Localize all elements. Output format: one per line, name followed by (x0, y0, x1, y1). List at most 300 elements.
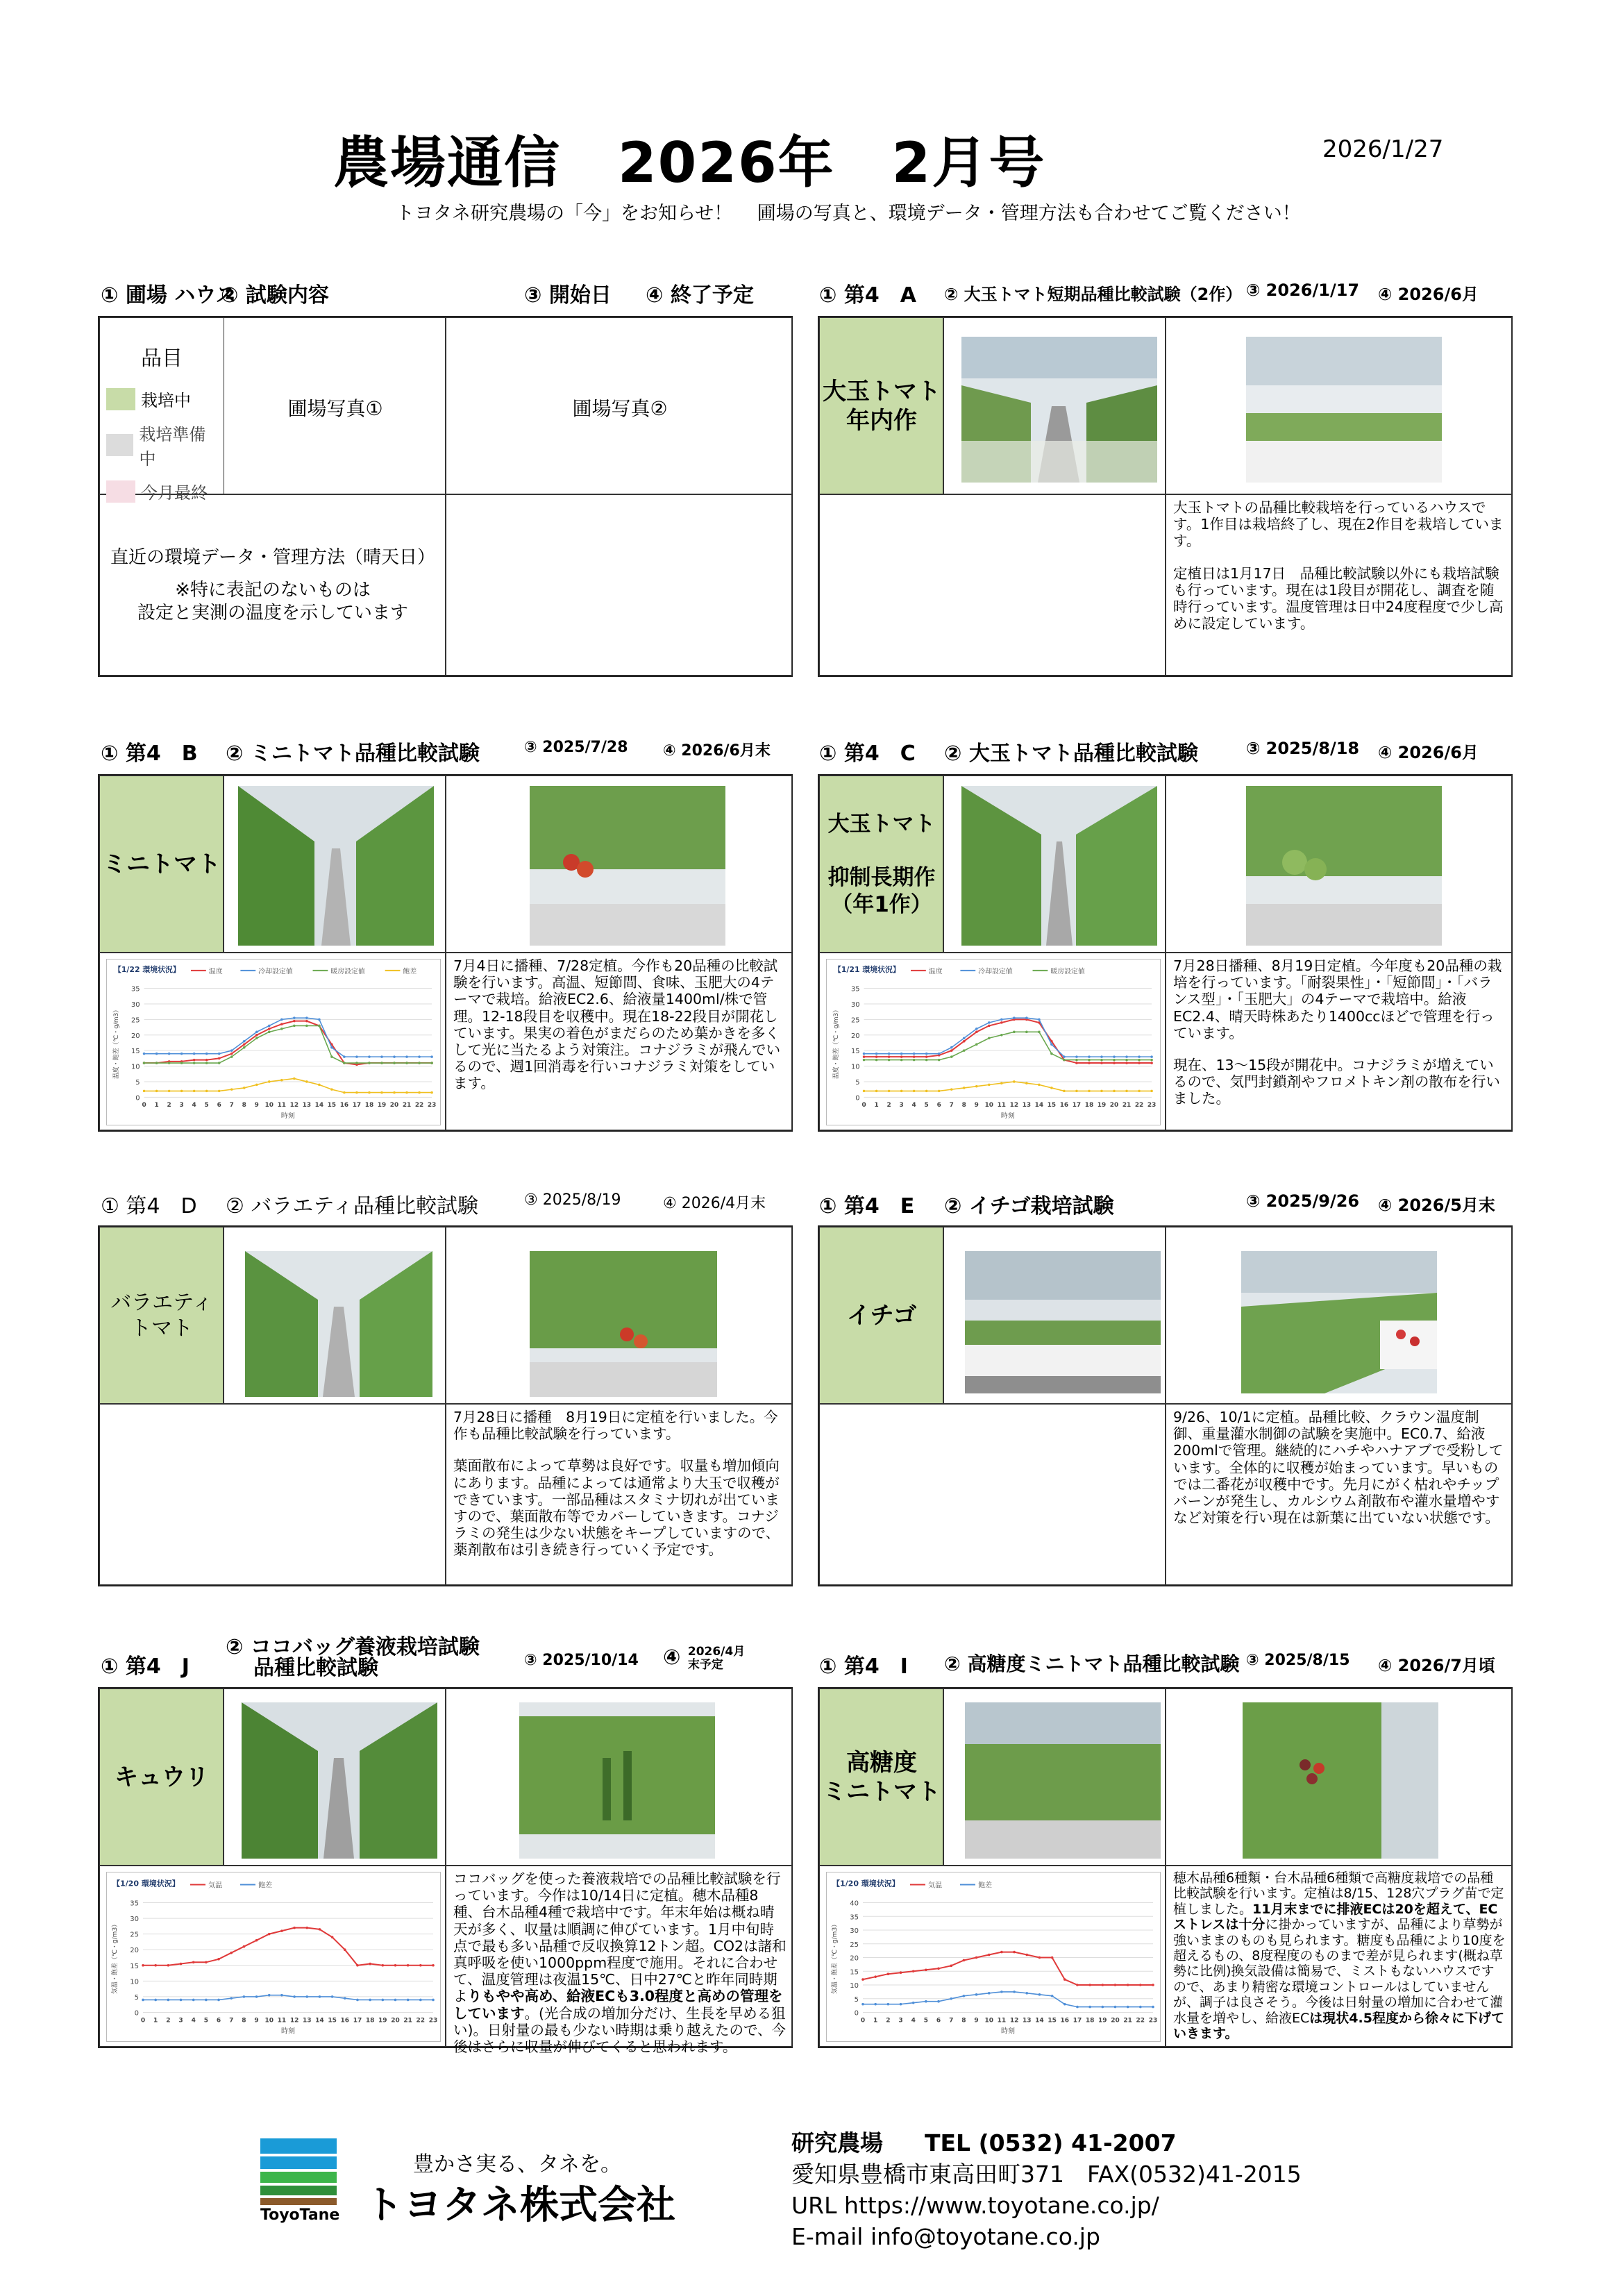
data-point (143, 1053, 146, 1055)
data-point (180, 1053, 183, 1055)
data-point (419, 1999, 422, 2002)
data-point (1051, 1956, 1054, 1959)
y-tick-label: 30 (851, 1001, 860, 1009)
data-point (1051, 1995, 1054, 1997)
section-b-house: ① 第4 B (101, 741, 198, 766)
data-point (1138, 1090, 1141, 1093)
series-line (863, 1992, 1153, 2007)
data-point (430, 1091, 433, 1094)
legend-env-line2: ※特に表記のないものは (175, 580, 371, 601)
data-point (193, 1059, 196, 1062)
x-tick-label: 18 (364, 1102, 374, 1109)
data-point (937, 2000, 940, 2003)
page-title: 農場通信 2026年 2月号 (333, 131, 1046, 195)
data-point (330, 1055, 333, 1058)
x-tick-label: 10 (984, 2017, 994, 2025)
data-point (1127, 2006, 1129, 2009)
x-tick-label: 13 (1022, 2017, 1032, 2025)
data-point (863, 1090, 866, 1093)
y-tick-label: 15 (851, 1048, 860, 1056)
x-tick-label: 9 (254, 2017, 259, 2025)
section-c-panel (818, 774, 1513, 1132)
data-point (913, 1090, 916, 1093)
legend-swatch-final (106, 480, 135, 503)
data-point (1000, 1991, 1003, 1993)
data-point (988, 1954, 991, 1956)
data-point (180, 1963, 183, 1966)
greenhouse-photo-icon (245, 1251, 432, 1397)
data-point (154, 1999, 157, 2002)
data-point (407, 1964, 410, 1967)
section-j-description: ココバッグを使った養液栽培での品種比較試験を行っています。今作は10/14日に定植。穂木品種8種、台木品種4種で栽培中です。年末年始は概ね晴天が多く、収量は順調に伸びています。1月中旬時点で最も多い品種で反収換算12トン超。CO2は諸和真呼吸を使い1000ppm程度で施用。それに合わせて、温度管理は夜温15℃、日中27℃と昨年同時期よりもやや高め、給液ECも3.0程度と高めの管理をしています。(光合成の増加分だけ、生長を早める狙い)。日射量の最も少ない時期は乗り越えたので、今後はさらに収量が伸びてくると思われます。 (453, 1870, 787, 2055)
series-line (864, 1018, 1152, 1057)
data-point (1050, 1053, 1053, 1055)
data-point (393, 1091, 396, 1094)
data-point (950, 1046, 953, 1049)
greenhouse-photo-icon (1246, 337, 1442, 483)
x-tick-label: 17 (352, 1102, 362, 1109)
x-tick-label: 14 (314, 1102, 324, 1109)
x-tick-label: 21 (1122, 1102, 1132, 1109)
data-point (1088, 2006, 1091, 2009)
data-point (874, 1975, 877, 1978)
data-point (1076, 2006, 1079, 2009)
legend-label: 温度 (928, 967, 943, 975)
section-j-chart (106, 1872, 441, 2042)
data-point (293, 1927, 296, 1929)
data-point (900, 1971, 902, 1974)
greenhouse-photo-icon (530, 786, 725, 946)
email-link[interactable]: E-mail info@toyotane.co.jp (791, 2223, 1100, 2250)
section-j-crop: キュウリ (99, 1689, 224, 1866)
greenhouse-photo-icon (519, 1702, 715, 1859)
section-i-chart (826, 1872, 1161, 2042)
data-point (305, 1016, 308, 1019)
x-tick-label: 20 (391, 2017, 400, 2025)
data-point (430, 1062, 433, 1064)
data-point (432, 1964, 435, 1967)
greenhouse-photo-icon (965, 1702, 1161, 1859)
x-tick-label: 9 (974, 1102, 979, 1109)
x-tick-label: 13 (302, 1102, 312, 1109)
data-point (255, 1034, 258, 1037)
data-point (938, 1053, 941, 1055)
series-line (143, 1928, 433, 1966)
data-point (1013, 1080, 1016, 1083)
section-c-photo-2 (1246, 786, 1442, 946)
issue-date: 2026/1/27 (1322, 135, 1444, 163)
x-tick-label: 7 (229, 1102, 234, 1109)
data-point (268, 1028, 271, 1030)
chart-title: 【1/20 環境状況】 (112, 1879, 180, 1888)
x-tick-label: 16 (1059, 1102, 1069, 1109)
section-b-photo-2 (530, 786, 725, 946)
greenhouse-photo-icon (1241, 1251, 1437, 1393)
x-tick-label: 23 (427, 1102, 437, 1109)
series-line (864, 1082, 1152, 1091)
data-point (863, 1059, 866, 1062)
x-tick-label: 22 (414, 1102, 424, 1109)
x-tick-label: 7 (949, 1102, 954, 1109)
y-tick-label: 40 (850, 1900, 859, 1908)
x-axis-label: 時刻 (280, 1112, 295, 1121)
data-point (1025, 1954, 1028, 1956)
x-tick-label: 6 (216, 2017, 221, 2025)
section-j-house: ① 第4 J (101, 1654, 190, 1679)
section-d-trial: ② バラエティ品種比較試験 (226, 1194, 479, 1218)
data-point (1100, 1062, 1103, 1064)
section-d-end: ④ 2026/4月末 (663, 1195, 766, 1212)
legend-header-trial: ② 試験内容 (221, 283, 329, 308)
data-point (193, 1053, 196, 1055)
x-tick-label: 8 (242, 1102, 246, 1109)
section-e-end: ④ 2026/5月末 (1378, 1196, 1495, 1215)
data-point (975, 1993, 978, 1996)
data-point (1063, 2003, 1066, 2006)
data-point (305, 1995, 308, 1998)
y-tick-label: 25 (131, 1016, 140, 1025)
data-point (1050, 1087, 1053, 1089)
data-point (193, 1090, 196, 1093)
data-point (1013, 1031, 1016, 1034)
data-point (1050, 1043, 1053, 1046)
y-tick-label: 0 (134, 2009, 139, 2018)
data-point (1113, 1090, 1116, 1093)
data-point (925, 1090, 928, 1093)
data-point (1150, 1055, 1153, 1058)
x-tick-label: 1 (873, 2017, 878, 2025)
data-point (393, 1055, 396, 1058)
legend-label: 気温 (208, 1882, 222, 1890)
y-tick-label: 30 (850, 1927, 859, 1935)
x-tick-label: 0 (142, 1102, 146, 1109)
data-point (950, 1997, 952, 2000)
x-tick-label: 2 (886, 2017, 891, 2025)
data-point (167, 1964, 170, 1967)
x-tick-label: 10 (264, 2017, 274, 2025)
x-tick-label: 5 (923, 2017, 929, 2025)
data-point (888, 1059, 891, 1062)
environment-chart (827, 1872, 1160, 2041)
data-point (268, 1025, 271, 1028)
x-tick-label: 8 (961, 2017, 966, 2025)
data-point (382, 1999, 385, 2002)
section-j-trial: ② ココバッグ養液栽培試験 品種比較試験 (226, 1635, 480, 1680)
x-tick-label: 3 (898, 2017, 903, 2025)
data-point (243, 1945, 246, 1948)
data-point (344, 1997, 346, 2000)
data-point (369, 1963, 371, 1966)
data-point (1075, 1062, 1078, 1064)
section-e-start: ③ 2025/9/26 (1246, 1191, 1360, 1211)
y-tick-label: 5 (854, 1995, 859, 2004)
section-e-house: ① 第4 E (819, 1194, 915, 1218)
data-point (280, 1019, 283, 1021)
data-point (1150, 1062, 1153, 1064)
x-tick-label: 15 (327, 1102, 337, 1109)
data-point (1038, 1031, 1041, 1034)
x-axis-label: 時刻 (1000, 1112, 1015, 1121)
x-tick-label: 3 (178, 2017, 183, 2025)
y-tick-label: 35 (131, 985, 140, 994)
data-point (218, 1057, 221, 1060)
data-point (900, 1090, 903, 1093)
x-tick-label: 8 (242, 2017, 246, 2025)
legend-label: 暖房設定値 (1050, 967, 1085, 975)
section-j-end: ④ 2026/4月末予定 (663, 1645, 746, 1672)
data-point (293, 1016, 296, 1019)
data-point (405, 1062, 408, 1064)
data-point (192, 1999, 195, 2002)
legend-env-line1: 直近の環境データ・管理方法（晴天日） (110, 547, 435, 568)
company-slogan: 豊かさ実る、タネを。 (413, 2152, 621, 2177)
data-point (243, 1046, 246, 1049)
data-point (863, 1053, 866, 1055)
section-b-start: ③ 2025/7/28 (524, 739, 628, 756)
x-tick-label: 16 (339, 1102, 349, 1109)
data-point (280, 1994, 283, 1997)
data-point (1000, 1951, 1003, 1954)
section-e-crop: イチゴ (819, 1227, 944, 1405)
data-point (1113, 1055, 1116, 1058)
x-tick-label: 19 (1097, 1102, 1107, 1109)
data-point (1038, 1993, 1041, 1996)
greenhouse-photo-icon (238, 786, 434, 946)
data-point (168, 1053, 171, 1055)
section-a-start: ③ 2026/1/17 (1246, 280, 1360, 300)
data-point (925, 2000, 927, 2003)
section-b-end: ④ 2026/6月末 (663, 742, 771, 760)
data-point (1013, 1016, 1016, 1019)
greenhouse-photo-icon (530, 1251, 717, 1397)
data-point (975, 1085, 978, 1088)
data-point (405, 1055, 408, 1058)
x-tick-label: 0 (861, 1102, 866, 1109)
data-point (293, 1078, 296, 1080)
data-point (243, 1087, 246, 1089)
section-i-house: ① 第4 I (819, 1654, 908, 1679)
data-point (875, 1053, 878, 1055)
legend-env-line3: 設定と実測の温度を示しています (137, 603, 408, 623)
chart-title: 【1/20 環境状況】 (832, 1879, 900, 1888)
data-point (305, 1020, 308, 1023)
x-tick-label: 2 (886, 1102, 891, 1109)
x-tick-label: 11 (277, 2017, 287, 2025)
data-point (1100, 1055, 1103, 1058)
data-point (418, 1091, 421, 1094)
x-tick-label: 20 (1109, 1102, 1119, 1109)
section-e-photo-2 (1241, 1251, 1437, 1393)
data-point (230, 1952, 233, 1954)
series-line (143, 1995, 433, 2000)
data-point (875, 1059, 878, 1062)
data-point (975, 1028, 978, 1030)
section-i-panel (818, 1687, 1513, 2048)
data-point (293, 1020, 296, 1023)
data-point (975, 1031, 978, 1034)
data-point (142, 1964, 144, 1967)
x-tick-label: 18 (365, 2017, 375, 2025)
data-point (243, 1043, 246, 1046)
data-point (305, 1080, 308, 1083)
legend-item-growing: 栽培中 (106, 387, 217, 411)
data-point (1150, 1090, 1153, 1093)
x-tick-label: 21 (403, 2017, 412, 2025)
data-point (318, 1019, 321, 1021)
x-tick-label: 19 (378, 2017, 387, 2025)
data-point (280, 1028, 283, 1030)
section-d-start: ③ 2025/8/19 (524, 1191, 621, 1209)
section-i-crop: 高糖度 ミニトマト (819, 1689, 944, 1866)
x-axis-label: 時刻 (1001, 2027, 1015, 2036)
data-point (1088, 1055, 1091, 1058)
data-point (369, 1999, 371, 2002)
section-a-end: ④ 2026/6月 (1378, 285, 1479, 304)
data-point (1025, 1031, 1028, 1034)
data-point (318, 1084, 321, 1087)
x-tick-label: 13 (1022, 1102, 1032, 1109)
section-a-panel (818, 316, 1513, 677)
data-point (217, 1958, 220, 1961)
data-point (205, 1961, 208, 1963)
section-a-photo-1 (961, 337, 1157, 483)
data-point (938, 1059, 941, 1062)
data-point (355, 1055, 358, 1058)
data-point (1114, 1984, 1117, 1986)
section-j-panel (98, 1687, 793, 2055)
y-tick-label: 25 (850, 1941, 859, 1949)
data-point (432, 1999, 435, 2002)
data-point (950, 1055, 953, 1058)
data-point (217, 1999, 220, 2002)
y-tick-label: 20 (851, 1032, 860, 1040)
data-point (1125, 1062, 1128, 1064)
data-point (230, 1053, 233, 1055)
x-tick-label: 2 (166, 2017, 171, 2025)
data-point (1038, 1956, 1041, 1959)
x-tick-label: 12 (1009, 2017, 1019, 2025)
data-point (1038, 1084, 1041, 1087)
data-point (888, 1090, 891, 1093)
data-point (154, 1964, 157, 1967)
legend-title: 品目 (141, 346, 183, 371)
y-tick-label: 15 (130, 1962, 139, 1970)
data-point (1139, 1984, 1142, 1986)
legend-panel (98, 316, 793, 677)
data-point (1075, 1090, 1078, 1093)
data-point (268, 1031, 271, 1034)
data-point (405, 1091, 408, 1094)
data-point (1000, 1082, 1003, 1084)
x-tick-label: 4 (191, 2017, 196, 2025)
data-point (1000, 1034, 1003, 1037)
section-c-end: ④ 2026/6月 (1378, 743, 1479, 762)
y-tick-label: 35 (851, 985, 860, 994)
legend-key (106, 341, 217, 513)
data-point (180, 1090, 183, 1093)
x-tick-label: 1 (153, 2017, 158, 2025)
data-point (255, 1995, 258, 1998)
data-point (1125, 1059, 1128, 1062)
data-point (1000, 1019, 1003, 1021)
section-a-description: 大玉トマトの品種比較栽培を行っているハウスです。1作目は栽培終了し、現在2作目を栽培しています。 定植日は1月17日 品種比較試験以外にも栽培試験も行っています。現在は1段目が開花し、調査を随時行っています。温度管理は日中24度程度で少し高めに設定しています。 (1173, 499, 1504, 632)
section-c-photo-1 (961, 786, 1157, 946)
x-tick-label: 15 (328, 2017, 337, 2025)
x-tick-label: 4 (911, 2017, 916, 2025)
x-tick-label: 19 (377, 1102, 387, 1109)
chart-title: 【1/22 環境状況】 (113, 964, 180, 974)
data-point (380, 1091, 383, 1094)
data-point (913, 1053, 916, 1055)
data-point (143, 1062, 146, 1064)
data-point (1088, 1090, 1091, 1093)
legend-photo2-label: 圃場写真② (572, 397, 668, 420)
x-tick-label: 17 (353, 2017, 362, 2025)
x-tick-label: 23 (1147, 1102, 1157, 1109)
data-point (887, 1972, 890, 1975)
x-tick-label: 7 (949, 2017, 954, 2025)
section-b-description: 7月4日に播種、7/28定植。今作も20品種の比較試験を行います。高温、短節間、食味、玉肥大の4テーマで栽培。給液EC2.6、給液量1400ml/株で管理。12-18段目を収穫中。現在18-22段目が開花しています。果実の着色がまだらのため葉かきを多くして光に当たるよう対策注。コナジラミが飛んでいるので、週1回消毒を行いコナジラミ対策をしています。 (453, 957, 781, 1092)
data-point (1150, 1059, 1153, 1062)
y-tick-label: 20 (131, 1032, 140, 1040)
section-d-photo-1 (245, 1251, 432, 1397)
y-tick-label: 30 (130, 1916, 139, 1924)
data-point (331, 1995, 334, 1998)
farm-contact: 研究農場 TEL (0532) 41-2007 (791, 2129, 1177, 2156)
data-point (875, 1055, 878, 1058)
y-tick-label: 5 (855, 1078, 860, 1087)
x-tick-label: 5 (924, 1102, 929, 1109)
data-point (988, 1021, 991, 1024)
data-point (913, 1059, 916, 1062)
section-i-photo-2 (1243, 1702, 1438, 1859)
section-j-start: ③ 2025/10/14 (524, 1652, 639, 1669)
series-line (144, 1018, 432, 1057)
section-i-description: 穂木品種6種類・台木品種6種類で高糖度栽培での品種比較試験を行います。定植は8/15、128穴プラグ苗で定植しました。11月末までに排液ECは20を超えて、ECストレスは十分に掛かっていますが、品種により草勢が強いままのものも見られます。糖度も品種により10度を超えるもの、8度程度のものまで差が見られます(概ね草勢に比例)換気設備は簡易で、ミストもないハウスですので、あまり精密な環境コントロールはしていませんが、調子は良さそう。今後は日射量の増加に合わせて灌水量を増やし、給液ECは現状4.5程度から徐々に下げていきます。 (1173, 1870, 1506, 2042)
x-tick-label: 14 (315, 2017, 324, 2025)
chart-title: 【1/21 環境状況】 (833, 964, 900, 974)
x-tick-label: 18 (1085, 2017, 1095, 2025)
x-tick-label: 16 (340, 2017, 350, 2025)
data-point (394, 1999, 397, 2002)
data-point (380, 1055, 383, 1058)
data-point (900, 2003, 902, 2006)
data-point (368, 1091, 371, 1094)
intro-text: トヨタネ研究農場の「今」をお知らせ！ 圃場の写真と、環境データ・管理方法も合わせてご覧ください！ (396, 203, 1301, 224)
x-tick-label: 21 (1123, 2017, 1132, 2025)
data-point (280, 1079, 283, 1082)
section-a-house: ① 第4 A (819, 283, 916, 308)
data-point (963, 1037, 966, 1039)
website-link[interactable]: URL https://www.toyotane.co.jp/ (791, 2192, 1159, 2219)
data-point (243, 1995, 246, 1998)
data-point (330, 1088, 333, 1091)
legend-label: 冷却設定値 (978, 967, 1013, 975)
x-tick-label: 14 (1035, 2017, 1044, 2025)
x-tick-label: 22 (416, 2017, 426, 2025)
x-tick-label: 4 (911, 1102, 916, 1109)
x-tick-label: 9 (974, 2017, 979, 2025)
data-point (861, 2003, 864, 2006)
data-point (963, 1040, 966, 1043)
data-point (861, 1978, 864, 1981)
data-point (1013, 1991, 1016, 1993)
x-tick-label: 3 (899, 1102, 904, 1109)
data-point (1152, 2006, 1154, 2009)
data-point (1127, 1984, 1129, 1986)
section-d-panel (98, 1225, 793, 1586)
section-c-start: ③ 2025/8/18 (1246, 739, 1360, 758)
